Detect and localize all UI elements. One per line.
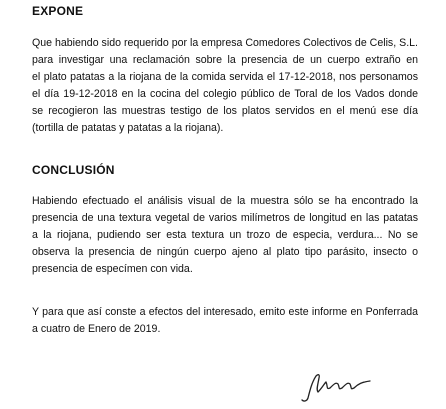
text-line: el día 19-12-2018 en la cocina del colegio público de Toral de los Vados donde <box>32 88 418 100</box>
section-heading-conclusion: CONCLUSIÓN <box>32 163 115 177</box>
text-line: se recogieron las muestras testigo de los platos servidos en el menú ese día <box>32 105 418 117</box>
paragraph-expone <box>32 35 418 137</box>
text-line: presencia de especímen con vida. <box>32 263 193 275</box>
text-line: Que habiendo sido requerido por la empresa Comedores Colectivos de Celis, S.L. <box>32 37 418 49</box>
paragraph-conclusion <box>32 193 418 278</box>
handwritten-signature-icon <box>298 368 378 404</box>
section-heading-expone: EXPONE <box>32 4 84 18</box>
text-line: observa la presencia de ningún cuerpo ajeno al plato tipo parásito, insecto o <box>32 246 418 258</box>
text-line: presencia de una textura vegetal de varios milímetros de longitud en las patatas <box>32 212 418 224</box>
text-line: el plato patatas a la riojana de la comida servida el 17-12-2018, nos personamos <box>32 71 418 83</box>
text-line: a cuatro de Enero de 2019. <box>32 323 161 335</box>
text-line: para investigar una reclamación sobre la presencia de un cuerpo extraño en <box>32 54 418 66</box>
paragraph-closing <box>32 304 418 338</box>
text-line: a la riojana, pudiendo ser esta textura un trozo de especia, verdura... No se <box>32 229 418 241</box>
text-line: (tortilla de patatas y patatas a la riojana). <box>32 122 224 134</box>
text-line: Y para que así conste a efectos del interesado, emito este informe en Ponferrada <box>32 306 418 318</box>
text-line: Habiendo efectuado el análisis visual de la muestra sólo se ha encontrado la <box>32 195 418 207</box>
